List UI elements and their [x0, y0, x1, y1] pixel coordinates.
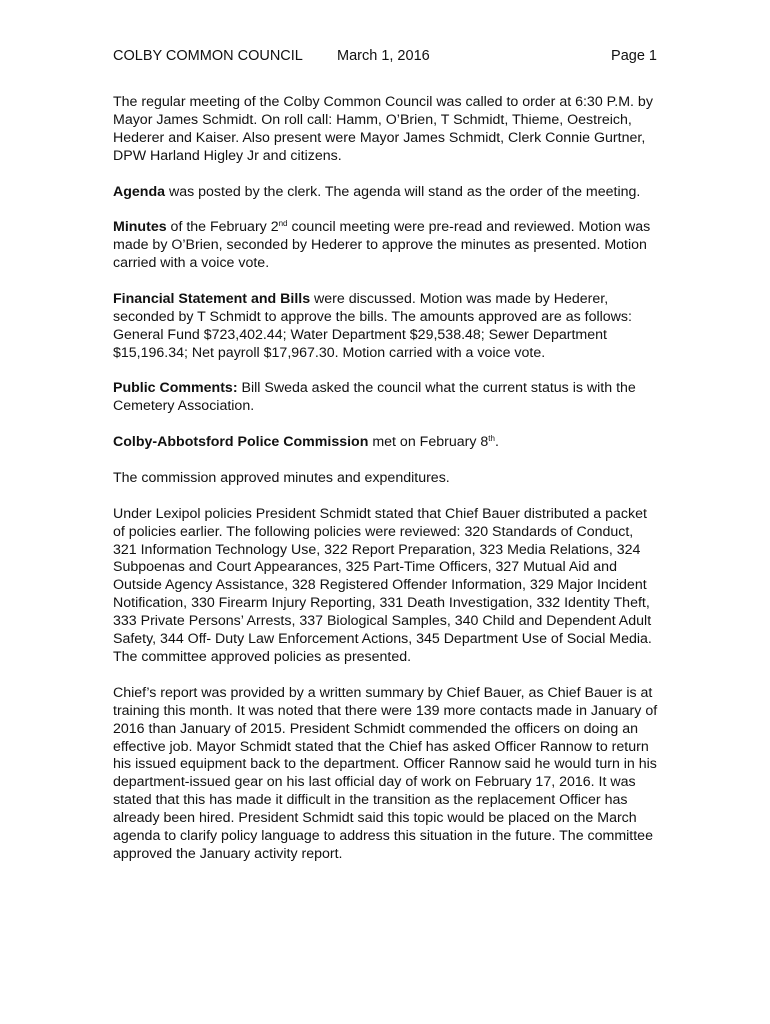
public-comments-heading: Public Comments: — [113, 380, 238, 397]
minutes-heading: Minutes — [113, 219, 167, 236]
call-to-order-text: The regular meeting of the Colby Common Council was called to order at 6:30 P.M. by Mayor James Schmidt. On roll call: Hamm, O’Brien, T Schmidt, Thieme, Oestreich, Hederer and Kaiser. Also present were Mayor James Schmidt, Clerk Connie Gurtner, DPW Harland Higley Jr and citizens. — [113, 94, 653, 164]
police-commission-heading: Colby-Abbotsford Police Commission — [113, 434, 369, 451]
chiefs-report-text: Chief’s report was provided by a written summary by Chief Bauer, as Chief Bauer is at training this month. It was noted that there were 139 more contacts made in January of 2016 than January of 2015. President Schmidt commended the officers on doing an effective job. Mayor Schmidt stated that the Chief has asked Officer Rannow to return his issued equipment back to the department. Officer Rannow said he would turn in his department-issued gear on his last official day of work on February 17, 2016. It was stated that this has made it difficult in the transition as the replacement Officer has already been hired. President Schmidt said this topic would be placed on the March agenda to clarify policy language to address this situation in the future. The committee approved the January activity report. — [113, 684, 658, 862]
lexipol-text: Under Lexipol policies President Schmidt stated that Chief Bauer distributed a packet of policies earlier. The following policies were reviewed: 320 Standards of Conduct, 321 Information Technology Use, 322 Report Preparation, 323 Media Relations, 324 Subpoenas and Court Appearances, 325 Part-Time Officers, 327 Mutual Aid and Outside Agency Assistance, 328 Registered Offender Information, 329 Major Incident Notification, 330 Firearm Injury Reporting, 331 Death Investigation, 332 Identity Theft, 333 Private Persons’ Arrests, 337 Biological Samples, 340 Child and Dependent Adult Safety, 344 Off- Duty Law Enforcement Actions, 345 Department Use of Social Media. The committee approved policies as presented. — [113, 505, 652, 665]
page-header — [113, 47, 657, 67]
call-to-order-paragraph — [113, 94, 659, 166]
agenda-text: was posted by the clerk. The agenda will stand as the order of the meeting. — [165, 183, 641, 200]
minutes-text-b: council meeting were pre-read and reviewed. Motion was made by O’Brien, seconded by Hederer to approve the minutes as presented. Motion carried with a voice vote. — [113, 219, 651, 272]
public-comments-text: Bill Sweda asked the council what the current status is with the Cemetery Association. — [113, 380, 636, 415]
police-commission-paragraph — [113, 434, 659, 452]
financial-text: were discussed. Motion was made by Hederer, seconded by T Schmidt to approve the bills. The amounts approved are as follows: General Fund $723,402.44; Water Department $29,538.48; Sewer Department $15,196.34; Net payroll $17,967.30. Motion carried with a voice vote. — [113, 290, 632, 361]
public-comments-paragraph — [113, 380, 659, 416]
minutes-paragraph — [113, 219, 659, 273]
agenda-heading: Agenda — [113, 183, 166, 200]
police-ordinal-suffix: th — [488, 434, 495, 444]
page-number: Page 1 — [611, 48, 657, 64]
meeting-date: March 1, 2016 — [337, 48, 430, 64]
police-commission-text-a: met on February 8 — [368, 434, 489, 451]
agenda-paragraph — [113, 184, 659, 202]
chiefs-report-paragraph — [113, 685, 659, 864]
police-commission-text-b: . — [494, 434, 499, 451]
council-name: COLBY COMMON COUNCIL — [113, 48, 303, 64]
minutes-body — [113, 94, 659, 882]
financial-heading: Financial Statement and Bills — [113, 290, 311, 307]
minutes-ordinal-suffix: nd — [278, 219, 288, 229]
commission-approved-paragraph — [113, 470, 659, 488]
financial-paragraph — [113, 291, 659, 363]
lexipol-paragraph — [113, 506, 659, 667]
commission-approved-text: The commission approved minutes and expenditures. — [113, 469, 450, 486]
minutes-text-a: of the February 2 — [166, 219, 279, 236]
